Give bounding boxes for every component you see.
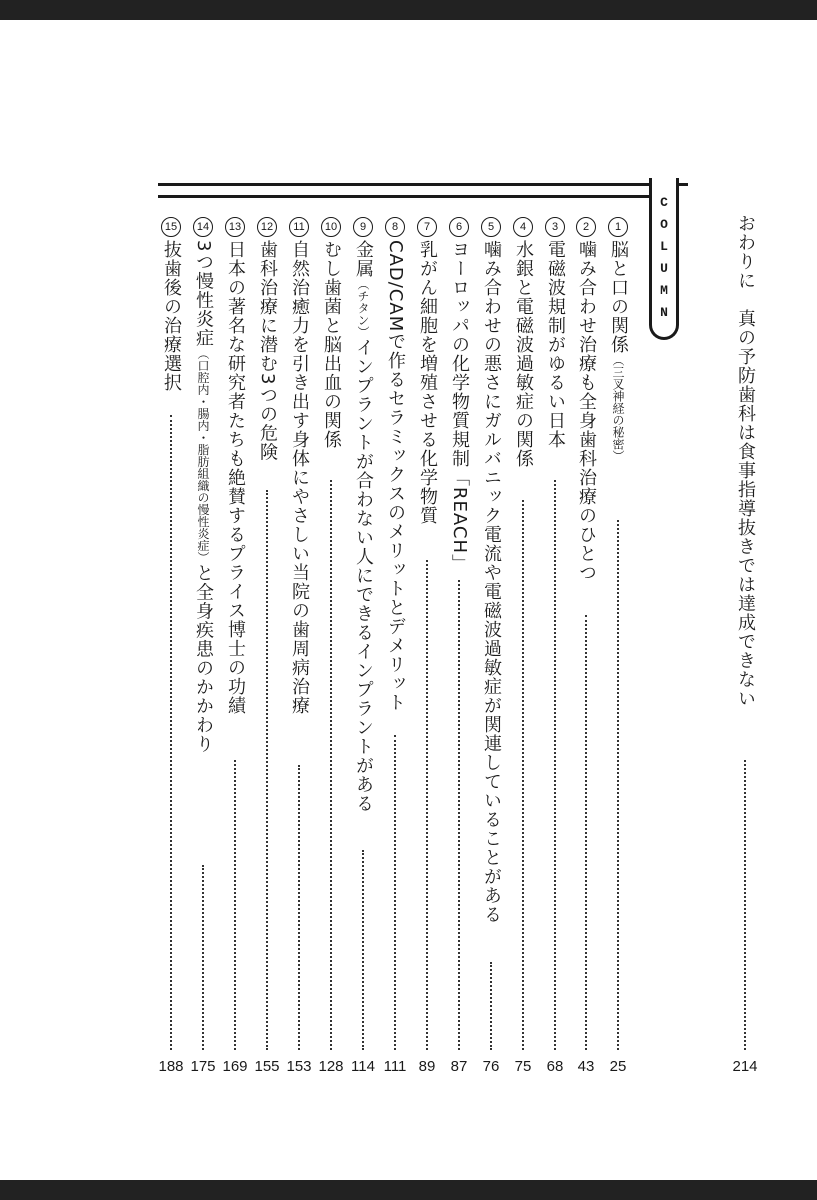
entry-title: 自然治癒力を引き出す身体にやさしい当院の歯周病治療 <box>289 240 310 715</box>
leader-dots <box>266 490 268 1050</box>
toc-entry-7[interactable] <box>412 0 442 1200</box>
page-number: 114 <box>351 1058 375 1075</box>
toc-entry-13[interactable] <box>220 0 250 1200</box>
toc-entry-15[interactable] <box>156 0 186 1200</box>
toc-entry-4[interactable] <box>508 0 538 1200</box>
page-number: 25 <box>609 1058 627 1075</box>
entry-title: 歯科治療に潜む3つの危険 <box>257 240 278 462</box>
leader-dots <box>490 962 492 1050</box>
entry-title: ヨーロッパの化学物質規制「REACH」 <box>449 240 470 573</box>
page-number: 214 <box>732 1058 758 1075</box>
entry-number: 10 <box>321 217 341 237</box>
toc-entry-5[interactable] <box>476 0 506 1200</box>
page-number: 111 <box>383 1058 407 1075</box>
leader-dots <box>522 500 524 1050</box>
leader-dots <box>362 850 364 1050</box>
entry-number: 11 <box>289 217 309 237</box>
toc-entry-14[interactable] <box>188 0 218 1200</box>
leader-dots <box>298 765 300 1050</box>
leader-dots <box>744 760 746 1050</box>
entry-title: 噛み合わせ治療も全身歯科治療のひとつ <box>576 240 597 582</box>
leader-dots <box>458 580 460 1050</box>
entry-title: 金属（チタン）インプラントが合わない人にできるインプラントがある <box>353 240 374 813</box>
toc-entry-1[interactable] <box>603 0 633 1200</box>
page-number: 75 <box>514 1058 532 1075</box>
entry-title: 水銀と電磁波過敏症の関係 <box>513 240 534 468</box>
column-heading: C O L U M N <box>660 195 668 320</box>
toc-entry-9[interactable] <box>348 0 378 1200</box>
page-number: 89 <box>418 1058 436 1075</box>
entry-number: 13 <box>225 217 245 237</box>
closing-title: おわりに 真の予防歯科は食事指導抜きでは達成できない <box>735 214 756 708</box>
entry-number: 14 <box>193 217 213 237</box>
entry-title: 脳と口の関係（三叉神経の秘密） <box>608 240 629 462</box>
entry-number: 2 <box>576 217 596 237</box>
toc-entry-6[interactable] <box>444 0 474 1200</box>
page-number: 68 <box>546 1058 564 1075</box>
entry-number: 4 <box>513 217 533 237</box>
entry-number: 8 <box>385 217 405 237</box>
entry-title: CAD/CAMで作るセラミックスのメリットとデメリット <box>385 240 406 713</box>
leader-dots <box>234 760 236 1050</box>
toc-entry-8[interactable] <box>380 0 410 1200</box>
entry-number: 5 <box>481 217 501 237</box>
page-number: 169 <box>222 1058 248 1075</box>
page-number: 43 <box>577 1058 595 1075</box>
toc-entry-3[interactable] <box>540 0 570 1200</box>
leader-dots <box>426 560 428 1050</box>
toc-entry-12[interactable] <box>252 0 282 1200</box>
leader-dots <box>617 520 619 1050</box>
page-number: 87 <box>450 1058 468 1075</box>
toc-closing-entry[interactable] <box>730 0 760 1200</box>
page-number: 188 <box>158 1058 184 1075</box>
toc-entry-11[interactable] <box>284 0 314 1200</box>
leader-dots <box>394 735 396 1050</box>
entry-number: 15 <box>161 217 181 237</box>
entry-title: 電磁波規制がゆるい日本 <box>545 240 566 449</box>
entry-number: 6 <box>449 217 469 237</box>
entry-title: 抜歯後の治療選択 <box>161 240 182 392</box>
page-number: 128 <box>318 1058 344 1075</box>
entry-title: むし歯菌と脳出血の関係 <box>321 240 342 449</box>
leader-dots <box>585 615 587 1050</box>
entry-number: 9 <box>353 217 373 237</box>
page-number: 155 <box>254 1058 280 1075</box>
page-number: 175 <box>190 1058 216 1075</box>
entry-title: 日本の著名な研究者たちも絶賛するプライス博士の功績 <box>225 240 246 715</box>
toc-entry-2[interactable] <box>571 0 601 1200</box>
entry-title: 乳がん細胞を増殖させる化学物質 <box>417 240 438 525</box>
leader-dots <box>202 865 204 1050</box>
toc-entry-10[interactable] <box>316 0 346 1200</box>
page-number: 153 <box>286 1058 312 1075</box>
leader-dots <box>330 480 332 1050</box>
entry-title: 噛み合わせの悪さにガルバニック電流や電磁波過敏症が関連していることがある <box>481 240 502 924</box>
entry-title: 3つ慢性炎症（口腔内・腸内・脂肪組織の慢性炎症）と全身疾患のかかわり <box>193 240 214 754</box>
entry-number: 7 <box>417 217 437 237</box>
entry-number: 3 <box>545 217 565 237</box>
entry-number: 1 <box>608 217 628 237</box>
column-tab <box>649 178 679 340</box>
entry-number: 12 <box>257 217 277 237</box>
page-number: 76 <box>482 1058 500 1075</box>
leader-dots <box>170 415 172 1050</box>
leader-dots <box>554 480 556 1050</box>
